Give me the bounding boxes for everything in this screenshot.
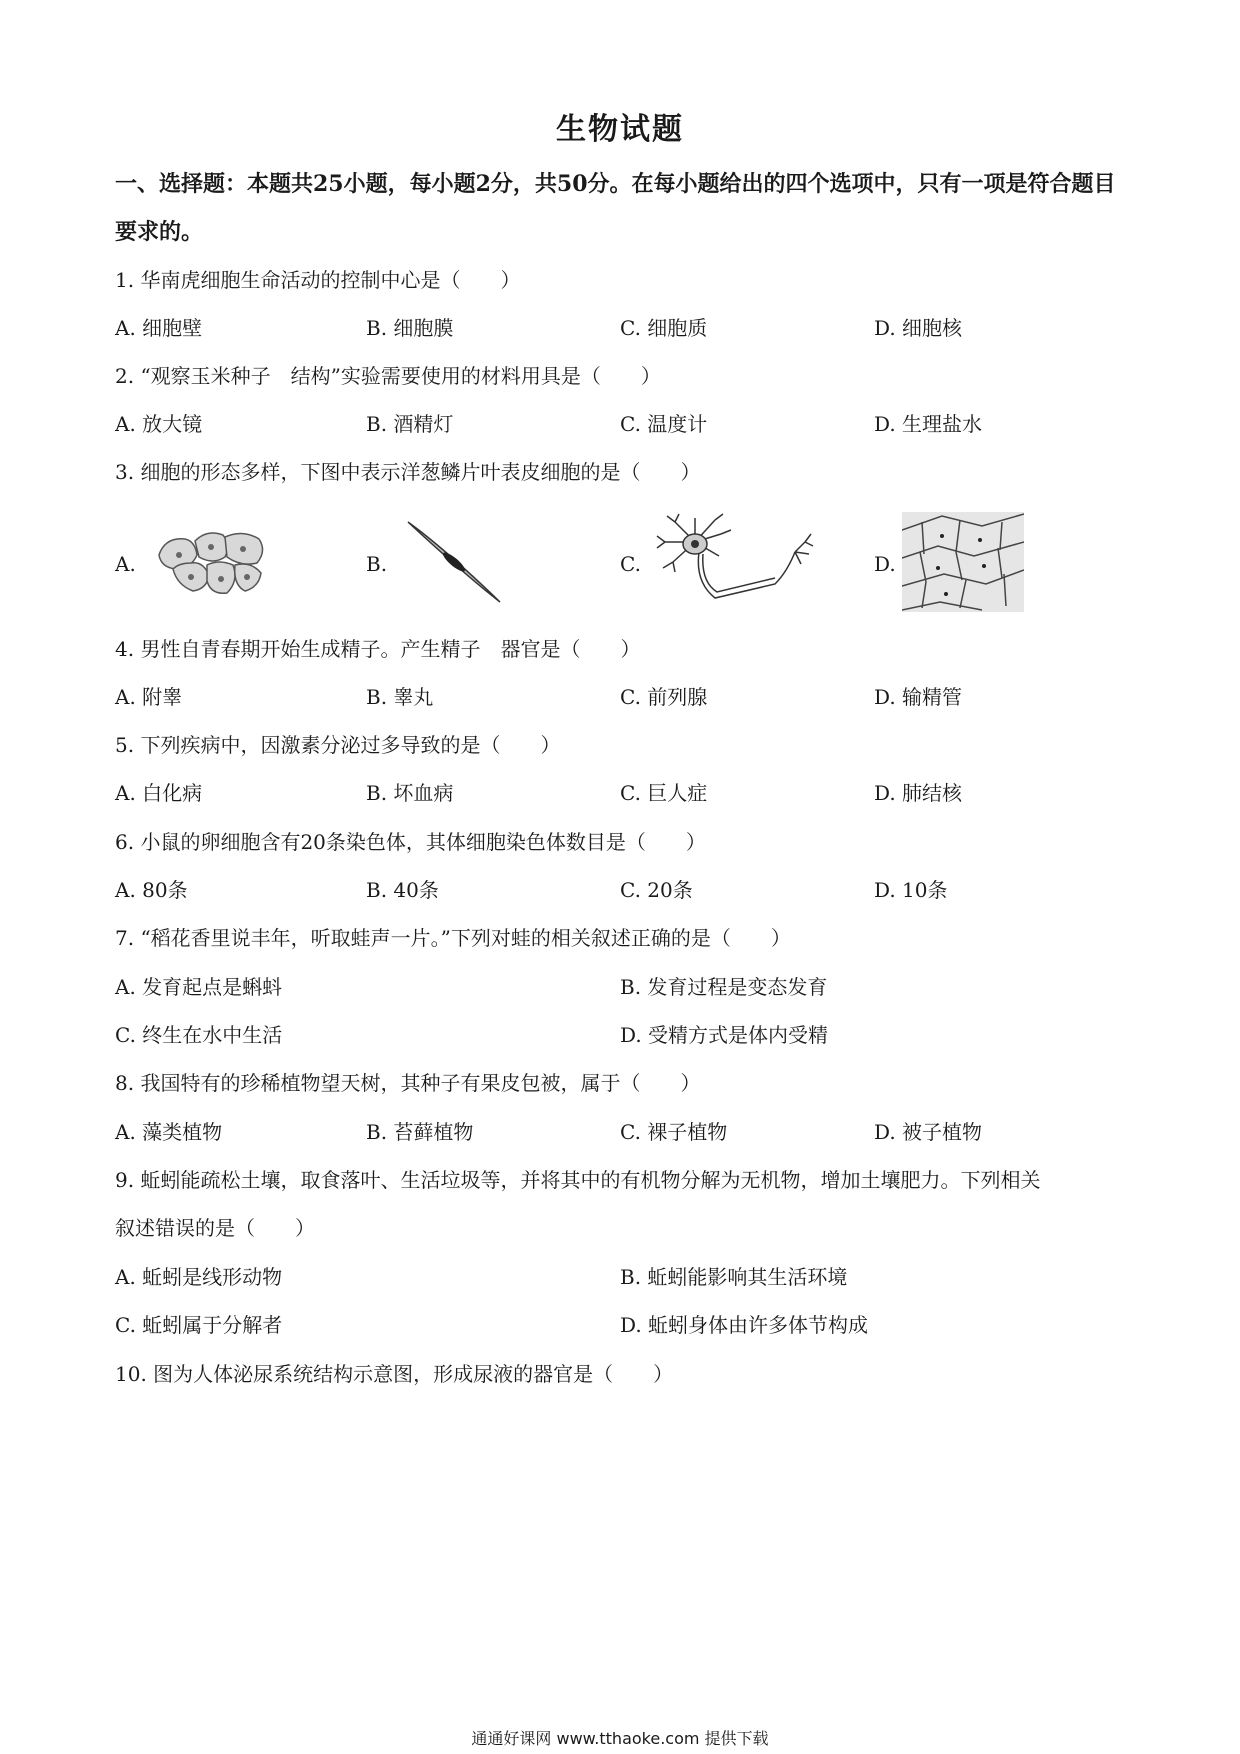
q5-option-d: D. 肺结核 — [874, 781, 963, 805]
question-4: 4. 男性自青春期开始生成精子。产生精子 器官是（ ） — [115, 637, 641, 661]
q1-option-c: C. 细胞质 — [620, 316, 708, 340]
q3-option-d: D. — [874, 552, 896, 576]
q6-option-a: A. 80条 — [115, 878, 188, 902]
page-title: 生物试题 — [556, 112, 684, 147]
q8-option-b: B. 苔藓植物 — [366, 1120, 474, 1144]
question-1: 1. 华南虎细胞生命活动的控制中心是（ ） — [115, 268, 521, 292]
section-heading: 一、选择题：本题共25小题，每小题2分，共50分。在每小题给出的四个选项中，只有一项是符合题目要求的。 — [115, 171, 1116, 245]
q4-option-c: C. 前列腺 — [620, 685, 708, 709]
animal-cells-image — [155, 525, 270, 603]
question-5: 5. 下列疾病中，因激素分泌过多导致的是（ ） — [115, 733, 561, 757]
q9-option-a: A. 蚯蚓是线形动物 — [115, 1265, 283, 1289]
q2-option-c: C. 温度计 — [620, 412, 708, 436]
onion-epidermal-cells-image — [902, 512, 1024, 612]
q5-option-a: A. 白化病 — [115, 781, 203, 805]
question-6: 6. 小鼠的卵细胞含有20条染色体，其体细胞染色体数目是（ ） — [115, 830, 706, 854]
q8-option-c: C. 裸子植物 — [620, 1120, 728, 1144]
q4-option-a: A. 附睾 — [115, 685, 183, 709]
question-3: 3. 细胞的形态多样，下图中表示洋葱鳞片叶表皮细胞的是（ ） — [115, 460, 701, 484]
footer-source: 通通好课网 www.tthaoke.com 提供下载 — [471, 1729, 769, 1748]
question-7: 7. “稻花香里说丰年，听取蛙声一片。”下列对蛙的相关叙述正确的是（ ） — [115, 926, 791, 950]
q7-option-b: B. 发育过程是变态发育 — [620, 975, 828, 999]
q1-option-b: B. 细胞膜 — [366, 316, 454, 340]
q1-option-a: A. 细胞壁 — [115, 316, 203, 340]
q8-option-d: D. 被子植物 — [874, 1120, 983, 1144]
q2-option-b: B. 酒精灯 — [366, 412, 454, 436]
q9-option-c: C. 蚯蚓属于分解者 — [115, 1313, 283, 1337]
q7-option-d: D. 受精方式是体内受精 — [620, 1023, 829, 1047]
question-9-line-2: 叙述错误的是（ ） — [115, 1216, 315, 1240]
q4-option-b: B. 睾丸 — [366, 685, 434, 709]
q6-option-c: C. 20条 — [620, 878, 693, 902]
q7-option-a: A. 发育起点是蝌蚪 — [115, 975, 283, 999]
question-9-line-1: 9. 蚯蚓能疏松土壤，取食落叶、生活垃圾等，并将其中的有机物分解为无机物，增加土壤肥力。下列相关 — [115, 1168, 1041, 1192]
q6-option-b: B. 40条 — [366, 878, 439, 902]
q6-option-d: D. 10条 — [874, 878, 948, 902]
smooth-muscle-cell-image — [404, 518, 504, 606]
question-8: 8. 我国特有的珍稀植物望天树，其种子有果皮包被，属于（ ） — [115, 1071, 701, 1095]
q4-option-d: D. 输精管 — [874, 685, 963, 709]
q9-option-b: B. 蚯蚓能影响其生活环境 — [620, 1265, 848, 1289]
q5-option-c: C. 巨人症 — [620, 781, 708, 805]
q3-option-a: A. — [115, 552, 136, 576]
neuron-image — [655, 512, 815, 612]
q5-option-b: B. 坏血病 — [366, 781, 454, 805]
q2-option-d: D. 生理盐水 — [874, 412, 983, 436]
q8-option-a: A. 藻类植物 — [115, 1120, 223, 1144]
question-2: 2. “观察玉米种子 结构”实验需要使用的材料用具是（ ） — [115, 364, 661, 388]
question-10: 10. 图为人体泌尿系统结构示意图，形成尿液的器官是（ ） — [115, 1362, 674, 1386]
q2-option-a: A. 放大镜 — [115, 412, 203, 436]
q3-option-c: C. — [620, 552, 641, 576]
q1-option-d: D. 细胞核 — [874, 316, 963, 340]
q9-option-d: D. 蚯蚓身体由许多体节构成 — [620, 1313, 869, 1337]
q7-option-c: C. 终生在水中生活 — [115, 1023, 283, 1047]
q3-option-b: B. — [366, 552, 388, 576]
